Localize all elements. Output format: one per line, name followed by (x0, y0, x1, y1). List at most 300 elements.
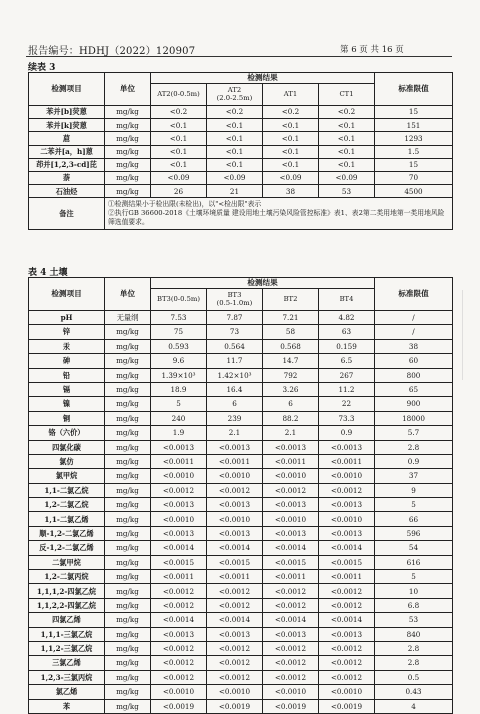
analyte-cell: 锌 (29, 325, 105, 339)
result-cell: <0.0012 (263, 656, 319, 670)
unit-cell: mg/kg (105, 397, 151, 411)
table4-sample-header: BT3(0-0.5m) (151, 289, 207, 311)
result-cell: <0.0013 (207, 627, 263, 641)
table3-header-results: 检测结果 (151, 73, 375, 84)
unit-cell: mg/kg (105, 541, 151, 555)
table3-note-label: 备注 (29, 198, 105, 229)
result-cell: <0.0011 (319, 454, 375, 468)
table3 (28, 72, 453, 230)
analyte-cell: 苯 (29, 699, 105, 713)
table-row (29, 454, 453, 468)
result-cell: 7.21 (263, 311, 319, 325)
limit-cell: 800 (375, 368, 453, 382)
table-row (29, 354, 453, 368)
result-cell: 38 (263, 185, 319, 198)
result-cell: <0.0015 (263, 555, 319, 569)
table-row (29, 426, 453, 440)
result-cell: <0.1 (151, 132, 207, 145)
limit-cell: 15 (375, 158, 453, 171)
table4-sample-header: BT4 (319, 289, 375, 311)
analyte-cell: 铜 (29, 411, 105, 425)
result-cell: <0.0014 (207, 541, 263, 555)
table-row (29, 119, 453, 132)
analyte-cell: 1,1,2-三氯乙烷 (29, 641, 105, 655)
result-cell: <0.0012 (151, 483, 207, 497)
result-cell: <0.0013 (207, 440, 263, 454)
result-cell: 3.26 (263, 382, 319, 396)
unit-cell: mg/kg (105, 656, 151, 670)
result-cell: <0.0012 (207, 641, 263, 655)
result-cell: <0.0010 (319, 512, 375, 526)
table-row (29, 469, 453, 483)
analyte-cell: 1,1,1-三氯乙烷 (29, 627, 105, 641)
result-cell: <0.1 (263, 158, 319, 171)
table-row (29, 339, 453, 353)
result-cell: <0.0015 (319, 555, 375, 569)
analyte-cell: 二苯并[a，h]蒽 (29, 145, 105, 158)
result-cell: 0.568 (263, 339, 319, 353)
table4-header-results: 检测结果 (151, 278, 375, 289)
result-cell: <0.1 (263, 132, 319, 145)
result-cell: <0.0013 (207, 498, 263, 512)
table3-note (105, 198, 453, 229)
limit-cell: 18000 (375, 411, 453, 425)
result-cell: <0.1 (263, 119, 319, 132)
result-cell: <0.0012 (207, 584, 263, 598)
limit-cell: 37 (375, 469, 453, 483)
result-cell: <0.1 (151, 145, 207, 158)
result-cell: <0.0011 (151, 570, 207, 584)
analyte-cell: 氯乙烯 (29, 685, 105, 699)
result-cell: 239 (207, 411, 263, 425)
result-cell: <0.09 (319, 171, 375, 184)
result-cell: <0.0012 (319, 598, 375, 612)
result-cell: <0.0019 (207, 699, 263, 713)
analyte-cell: 1,2,3-三氯丙烷 (29, 670, 105, 684)
unit-cell: mg/kg (105, 498, 151, 512)
result-cell: <0.0010 (151, 512, 207, 526)
table3-sample-header: AT2(0-0.5m) (151, 84, 207, 106)
result-cell: 11.7 (207, 354, 263, 368)
analyte-cell: 䓛 (29, 132, 105, 145)
unit-cell: mg/kg (105, 613, 151, 627)
table4-caption: 表 4 土壤 (28, 268, 68, 278)
unit-cell: mg/kg (105, 598, 151, 612)
limit-cell: 70 (375, 171, 453, 184)
result-cell: 0.159 (319, 339, 375, 353)
result-cell: 2.1 (263, 426, 319, 440)
result-cell: <0.0012 (151, 670, 207, 684)
unit-cell: mg/kg (105, 685, 151, 699)
result-cell: 5 (151, 397, 207, 411)
analyte-cell: 镉 (29, 382, 105, 396)
result-cell: <0.0014 (151, 541, 207, 555)
result-cell: 73.3 (319, 411, 375, 425)
result-cell: <0.0014 (319, 613, 375, 627)
limit-cell: 840 (375, 627, 453, 641)
result-cell: 73 (207, 325, 263, 339)
result-cell: 21 (207, 185, 263, 198)
unit-cell: mg/kg (105, 325, 151, 339)
table-row (29, 685, 453, 699)
scan-artifact (462, 290, 470, 380)
result-cell: <0.0014 (319, 541, 375, 555)
result-cell: 6 (207, 397, 263, 411)
result-cell: 0.564 (207, 339, 263, 353)
analyte-cell: 二氯甲烷 (29, 555, 105, 569)
table-row (29, 598, 453, 612)
header-divider (26, 56, 452, 57)
unit-cell: mg/kg (105, 526, 151, 540)
result-cell: <0.1 (151, 119, 207, 132)
unit-cell: mg/kg (105, 339, 151, 353)
table-row (29, 145, 453, 158)
limit-cell: 38 (375, 339, 453, 353)
limit-cell: 900 (375, 397, 453, 411)
table-row (29, 526, 453, 540)
limit-cell: 54 (375, 541, 453, 555)
result-cell: 63 (319, 325, 375, 339)
result-cell: <0.0014 (263, 541, 319, 555)
analyte-cell: 顺-1,2-二氯乙烯 (29, 526, 105, 540)
result-cell: <0.0013 (151, 526, 207, 540)
limit-cell: 4500 (375, 185, 453, 198)
unit-cell: mg/kg (105, 670, 151, 684)
result-cell: 2.1 (207, 426, 263, 440)
table-row (29, 483, 453, 497)
analyte-cell: 1,1,2,2-四氯乙烷 (29, 598, 105, 612)
result-cell: 22 (319, 397, 375, 411)
table3-sample-header: CT1 (319, 84, 375, 106)
result-cell: <0.0013 (319, 440, 375, 454)
limit-cell: 5 (375, 498, 453, 512)
result-cell: <0.0013 (151, 627, 207, 641)
result-cell: <0.0014 (151, 613, 207, 627)
limit-cell: 616 (375, 555, 453, 569)
result-cell: <0.0010 (319, 685, 375, 699)
table-row (29, 699, 453, 713)
result-cell: <0.2 (151, 106, 207, 119)
table4-header-limit: 标准限值 (375, 278, 453, 311)
unit-cell: mg/kg (105, 584, 151, 598)
report-number: 报告编号：HDHJ（2022）120907 (28, 46, 196, 57)
result-cell: 58 (263, 325, 319, 339)
result-cell: 6 (263, 397, 319, 411)
result-cell: 0.593 (151, 339, 207, 353)
result-cell: <0.0010 (151, 685, 207, 699)
result-cell: <0.0012 (319, 584, 375, 598)
limit-cell: 151 (375, 119, 453, 132)
limit-cell: 2.8 (375, 656, 453, 670)
result-cell: <0.0015 (151, 555, 207, 569)
result-cell: 792 (263, 368, 319, 382)
table4-header-item: 检测项目 (29, 278, 105, 311)
table3-caption: 续表 3 (28, 63, 56, 73)
unit-cell: mg/kg (105, 454, 151, 468)
result-cell: <0.1 (207, 158, 263, 171)
analyte-cell: 1,2-二氯乙烷 (29, 498, 105, 512)
limit-cell: 2.8 (375, 641, 453, 655)
analyte-cell: 三氯乙烯 (29, 656, 105, 670)
result-cell: <0.1 (151, 158, 207, 171)
result-cell: <0.0013 (207, 526, 263, 540)
unit-cell: mg/kg (105, 483, 151, 497)
table3-header-unit: 单位 (105, 73, 151, 106)
result-cell: <0.0019 (263, 699, 319, 713)
result-cell: <0.0012 (207, 598, 263, 612)
limit-cell: 9 (375, 483, 453, 497)
result-cell: <0.1 (207, 145, 263, 158)
unit-cell: mg/kg (105, 119, 151, 132)
result-cell: <0.0015 (207, 555, 263, 569)
table-row (29, 656, 453, 670)
table3-header-item: 检测项目 (29, 73, 105, 106)
table-row (29, 368, 453, 382)
result-cell: <0.0012 (151, 641, 207, 655)
table-row (29, 641, 453, 655)
result-cell: <0.0013 (319, 627, 375, 641)
result-cell: <0.2 (263, 106, 319, 119)
result-cell: <0.0011 (263, 570, 319, 584)
page-info: 第 6 页 共 16 页 (340, 45, 404, 55)
limit-cell: 5.7 (375, 426, 453, 440)
table3-sample-header: AT2 (2.0-2.5m) (207, 84, 263, 106)
unit-cell: mg/kg (105, 512, 151, 526)
result-cell: <0.0010 (207, 512, 263, 526)
result-cell: <0.0010 (263, 469, 319, 483)
result-cell: <0.0012 (319, 670, 375, 684)
table-row (29, 382, 453, 396)
result-cell: <0.0012 (319, 483, 375, 497)
result-cell: <0.0013 (151, 498, 207, 512)
result-cell: <0.0010 (263, 512, 319, 526)
result-cell: <0.1 (207, 119, 263, 132)
result-cell: <0.0011 (151, 454, 207, 468)
analyte-cell: 石油烃 (29, 185, 105, 198)
unit-cell: mg/kg (105, 171, 151, 184)
limit-cell: 6.8 (375, 598, 453, 612)
analyte-cell: 1,1-二氯乙烯 (29, 512, 105, 526)
result-cell: <0.0013 (151, 440, 207, 454)
unit-cell: mg/kg (105, 145, 151, 158)
limit-cell: 53 (375, 613, 453, 627)
result-cell: <0.2 (207, 106, 263, 119)
result-cell: 4.82 (319, 311, 375, 325)
table-row (29, 132, 453, 145)
table3-sample-header: AT1 (263, 84, 319, 106)
limit-cell: / (375, 325, 453, 339)
limit-cell: 2.8 (375, 440, 453, 454)
limit-cell: 0.5 (375, 670, 453, 684)
result-cell: <0.0012 (151, 656, 207, 670)
result-cell: <0.0013 (263, 498, 319, 512)
table-row (29, 570, 453, 584)
result-cell: <0.0012 (319, 656, 375, 670)
result-cell: <0.1 (319, 158, 375, 171)
result-cell: <0.0010 (207, 685, 263, 699)
limit-cell: 596 (375, 526, 453, 540)
table4-sample-header: BT3 (0.5-1.0m) (207, 289, 263, 311)
result-cell: <0.0012 (263, 584, 319, 598)
result-cell: <0.0012 (207, 483, 263, 497)
table-row (29, 171, 453, 184)
limit-cell: 1.5 (375, 145, 453, 158)
result-cell: <0.0010 (319, 469, 375, 483)
result-cell: <0.0019 (319, 699, 375, 713)
result-cell: <0.09 (263, 171, 319, 184)
analyte-cell: pH (29, 311, 105, 325)
result-cell: 9.6 (151, 354, 207, 368)
limit-cell: 0.43 (375, 685, 453, 699)
table-row (29, 613, 453, 627)
table-row (29, 627, 453, 641)
unit-cell: mg/kg (105, 699, 151, 713)
result-cell: <0.2 (319, 106, 375, 119)
result-cell: 7.87 (207, 311, 263, 325)
table4 (28, 277, 453, 714)
analyte-cell: 萘 (29, 171, 105, 184)
result-cell: <0.0011 (207, 570, 263, 584)
result-cell: <0.09 (151, 171, 207, 184)
result-cell: 1.42×10³ (207, 368, 263, 382)
unit-cell: mg/kg (105, 106, 151, 119)
result-cell: 1.9 (151, 426, 207, 440)
result-cell: <0.0010 (207, 469, 263, 483)
result-cell: 88.2 (263, 411, 319, 425)
limit-cell: / (375, 311, 453, 325)
result-cell: <0.0012 (263, 483, 319, 497)
result-cell: <0.1 (319, 132, 375, 145)
result-cell: <0.0012 (263, 670, 319, 684)
limit-cell: 5 (375, 570, 453, 584)
table-row (29, 411, 453, 425)
analyte-cell: 氯仿 (29, 454, 105, 468)
result-cell: <0.09 (207, 171, 263, 184)
analyte-cell: 茚并[1,2,3-cd]芘 (29, 158, 105, 171)
result-cell: <0.0013 (263, 526, 319, 540)
analyte-cell: 镍 (29, 397, 105, 411)
table-row (29, 541, 453, 555)
table-row (29, 397, 453, 411)
result-cell: <0.0013 (319, 526, 375, 540)
limit-cell: 66 (375, 512, 453, 526)
table-row (29, 670, 453, 684)
table-row (29, 158, 453, 171)
limit-cell: 0.9 (375, 454, 453, 468)
analyte-cell: 砷 (29, 354, 105, 368)
unit-cell: mg/kg (105, 440, 151, 454)
limit-cell: 60 (375, 354, 453, 368)
table-row (29, 555, 453, 569)
analyte-cell: 苯并[b]荧蒽 (29, 106, 105, 119)
result-cell: <0.0013 (263, 627, 319, 641)
result-cell: 7.53 (151, 311, 207, 325)
result-cell: 75 (151, 325, 207, 339)
result-cell: <0.0012 (263, 598, 319, 612)
result-cell: <0.0013 (319, 498, 375, 512)
result-cell: <0.0013 (263, 440, 319, 454)
analyte-cell: 1,1-二氯乙烷 (29, 483, 105, 497)
result-cell: <0.1 (263, 145, 319, 158)
result-cell: <0.1 (207, 132, 263, 145)
table3-note-line: ①检测结果小于检出限(未检出)，以"<检出限"表示 (108, 200, 262, 209)
result-cell: 11.2 (319, 382, 375, 396)
result-cell: 14.7 (263, 354, 319, 368)
result-cell: 16.4 (207, 382, 263, 396)
table4-sample-header: BT2 (263, 289, 319, 311)
analyte-cell: 四氯化碳 (29, 440, 105, 454)
result-cell: <0.0011 (263, 454, 319, 468)
analyte-cell: 反-1,2-二氯乙烯 (29, 541, 105, 555)
table-row (29, 311, 453, 325)
analyte-cell: 汞 (29, 339, 105, 353)
table-row (29, 440, 453, 454)
result-cell: <0.1 (319, 119, 375, 132)
table-row (29, 325, 453, 339)
result-cell: <0.0011 (319, 570, 375, 584)
result-cell: 26 (151, 185, 207, 198)
result-cell: <0.0011 (207, 454, 263, 468)
unit-cell: mg/kg (105, 132, 151, 145)
unit-cell: 无量纲 (105, 311, 151, 325)
limit-cell: 65 (375, 382, 453, 396)
analyte-cell: 四氯乙烯 (29, 613, 105, 627)
result-cell: 53 (319, 185, 375, 198)
result-cell: <0.0014 (207, 613, 263, 627)
analyte-cell: 铬（六价） (29, 426, 105, 440)
limit-cell: 1293 (375, 132, 453, 145)
analyte-cell: 苯并[k]荧蒽 (29, 119, 105, 132)
table-row (29, 512, 453, 526)
unit-cell: mg/kg (105, 368, 151, 382)
table4-header-unit: 单位 (105, 278, 151, 311)
unit-cell: mg/kg (105, 382, 151, 396)
analyte-cell: 1,2-二氯丙烷 (29, 570, 105, 584)
analyte-cell: 1,1,1,2-四氯乙烷 (29, 584, 105, 598)
table3-header-limit: 标准限值 (375, 73, 453, 106)
result-cell: 6.5 (319, 354, 375, 368)
result-cell: <0.0012 (151, 598, 207, 612)
analyte-cell: 氯甲烷 (29, 469, 105, 483)
result-cell: 240 (151, 411, 207, 425)
result-cell: <0.0012 (207, 670, 263, 684)
table-row (29, 185, 453, 198)
result-cell: <0.0012 (319, 641, 375, 655)
result-cell: 18.9 (151, 382, 207, 396)
unit-cell: mg/kg (105, 627, 151, 641)
limit-cell: 4 (375, 699, 453, 713)
table-row (29, 106, 453, 119)
result-cell: <0.0019 (151, 699, 207, 713)
unit-cell: mg/kg (105, 411, 151, 425)
result-cell: <0.0014 (263, 613, 319, 627)
analyte-cell: 铅 (29, 368, 105, 382)
result-cell: 267 (319, 368, 375, 382)
result-cell: <0.0010 (151, 469, 207, 483)
unit-cell: mg/kg (105, 354, 151, 368)
unit-cell: mg/kg (105, 426, 151, 440)
unit-cell: mg/kg (105, 570, 151, 584)
result-cell: 0.9 (319, 426, 375, 440)
unit-cell: mg/kg (105, 469, 151, 483)
unit-cell: mg/kg (105, 555, 151, 569)
result-cell: <0.0012 (207, 656, 263, 670)
result-cell: <0.0012 (151, 584, 207, 598)
result-cell: <0.1 (319, 145, 375, 158)
limit-cell: 15 (375, 106, 453, 119)
table-row (29, 498, 453, 512)
result-cell: <0.0010 (263, 685, 319, 699)
